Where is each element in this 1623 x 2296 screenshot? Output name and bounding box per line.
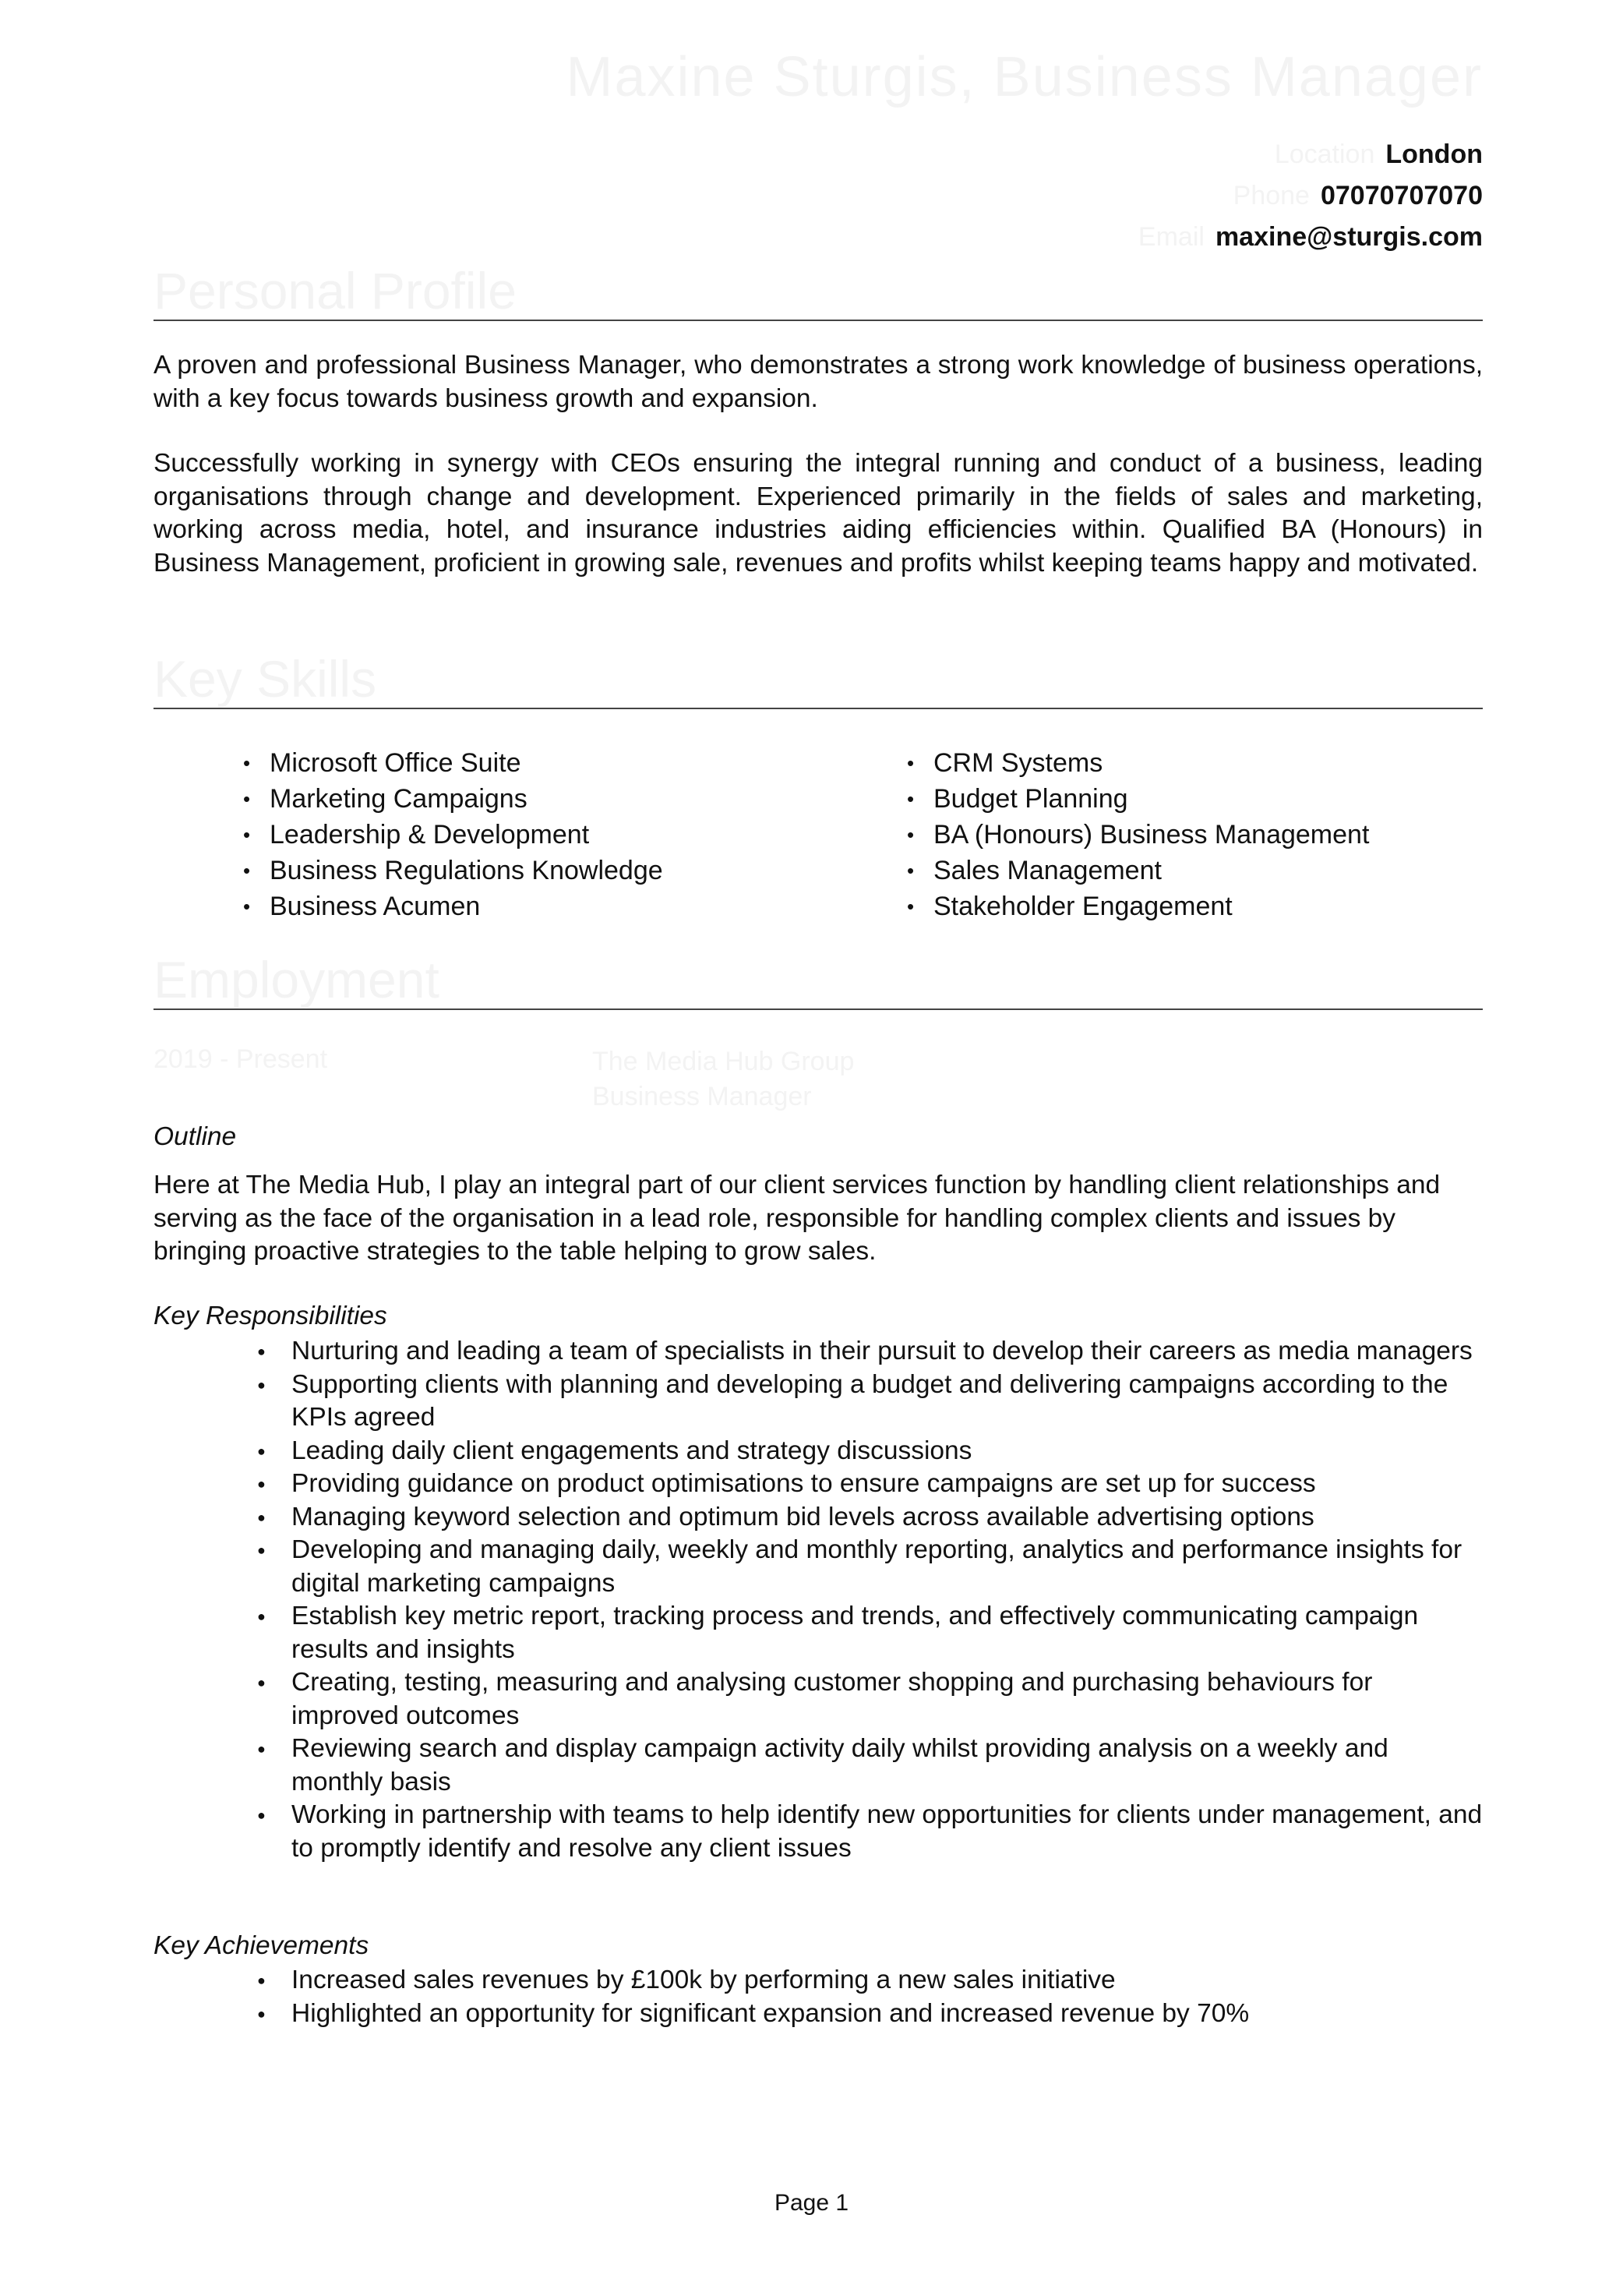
job-date: 2019 - Present (153, 1044, 328, 1074)
skills-column-left (234, 745, 898, 924)
achievements-label: Key Achievements (153, 1931, 369, 1960)
email-row (1138, 217, 1483, 258)
location-row (1138, 134, 1483, 175)
responsibility-item: ● Managing keyword selection and optimum bid levels across available advertising options (257, 1501, 1483, 1535)
phone-value: 07070707070 (1320, 181, 1483, 210)
profile-paragraph-2: Successfully working in synergy with CEOs ensuring the integral running and conduct of a business, leading organisations through change and development. Experienced primarily in the fields of sales and marketing, working across media, hotel, and insurance industries aiding efficiencies within. Qualified BA (Honours) in Business Management, proficient in growing sale, revenues and profits whilst keeping teams happy and motivated. (153, 449, 1483, 578)
responsibilities-list (257, 1335, 1483, 1865)
employment-heading: Employment (153, 954, 1483, 1010)
skill-item: • Leadership & Development (234, 817, 898, 853)
skill-item: • Business Acumen (234, 888, 898, 924)
responsibility-item: ● Creating, testing, measuring and analysing customer shopping and purchasing behaviours for improved outcomes (257, 1666, 1483, 1733)
location-value: London (1385, 140, 1483, 169)
responsibility-item: ● Leading daily client engagements and strategy discussions (257, 1435, 1483, 1468)
skill-item: • CRM Systems (898, 745, 1369, 781)
outline-text: Here at The Media Hub, I play an integral part of our client services function by handling client relationships and serving as the face of the organisation in a lead role, responsible for handling complex clients and issues by bringing proactive strategies to the table helping to grow sales. (153, 1171, 1441, 1266)
skill-item: • Microsoft Office Suite (234, 745, 898, 781)
responsibility-item: ● Supporting clients with planning and developing a budget and delivering campaigns according to the KPIs agreed (257, 1369, 1483, 1435)
job-role: Business Manager (592, 1082, 812, 1111)
page-number: Page 1 (774, 2190, 849, 2216)
job-employer: The Media Hub Group (592, 1047, 855, 1076)
contact-block (1138, 134, 1483, 258)
phone-row (1138, 175, 1483, 217)
skills-list (234, 745, 1480, 924)
profile-heading: Personal Profile (153, 265, 1483, 321)
skill-item: • Sales Management (898, 853, 1369, 888)
location-label: Location (1274, 140, 1375, 169)
achievements-list (257, 1964, 1483, 2030)
responsibility-item: ● Providing guidance on product optimisations to ensure campaigns are set up for success (257, 1468, 1483, 1501)
email-label: Email (1138, 222, 1205, 252)
achievement-item: ● Highlighted an opportunity for significant expansion and increased revenue by 70% (257, 1998, 1483, 2031)
skill-item: • BA (Honours) Business Management (898, 817, 1369, 853)
responsibility-item: ● Nurturing and leading a team of specialists in their pursuit to develop their careers as media managers (257, 1335, 1483, 1369)
skill-item: • Marketing Campaigns (234, 781, 898, 817)
responsibility-item: ● Developing and managing daily, weekly and monthly reporting, analytics and performance insights for digital marketing campaigns (257, 1534, 1483, 1600)
skill-item: • Business Regulations Knowledge (234, 853, 898, 888)
achievement-item: ● Increased sales revenues by £100k by performing a new sales initiative (257, 1964, 1483, 1998)
skills-column-right (898, 745, 1369, 924)
outline-label: Outline (153, 1122, 237, 1151)
responsibility-item: ● Establish key metric report, tracking process and trends, and effectively communicating campaign results and insights (257, 1600, 1483, 1666)
responsibility-item: ● Working in partnership with teams to help identify new opportunities for clients under management, and to promptly identify and resolve any client issues (257, 1799, 1483, 1865)
phone-label: Phone (1233, 181, 1310, 210)
skill-item: • Stakeholder Engagement (898, 888, 1369, 924)
responsibility-item: ● Reviewing search and display campaign activity daily whilst providing analysis on a weekly and monthly basis (257, 1733, 1483, 1799)
email-value: maxine@sturgis.com (1215, 222, 1483, 252)
skill-item: • Budget Planning (898, 781, 1369, 817)
profile-paragraph-1: A proven and professional Business Manager, who demonstrates a strong work knowledge of business operations, with a key focus towards business growth and expansion. (153, 351, 1483, 413)
candidate-name: Maxine Sturgis, Business Manager (566, 46, 1483, 108)
responsibilities-label: Key Responsibilities (153, 1302, 387, 1330)
job-info (592, 1044, 854, 1114)
skills-heading: Key Skills (153, 653, 1483, 709)
